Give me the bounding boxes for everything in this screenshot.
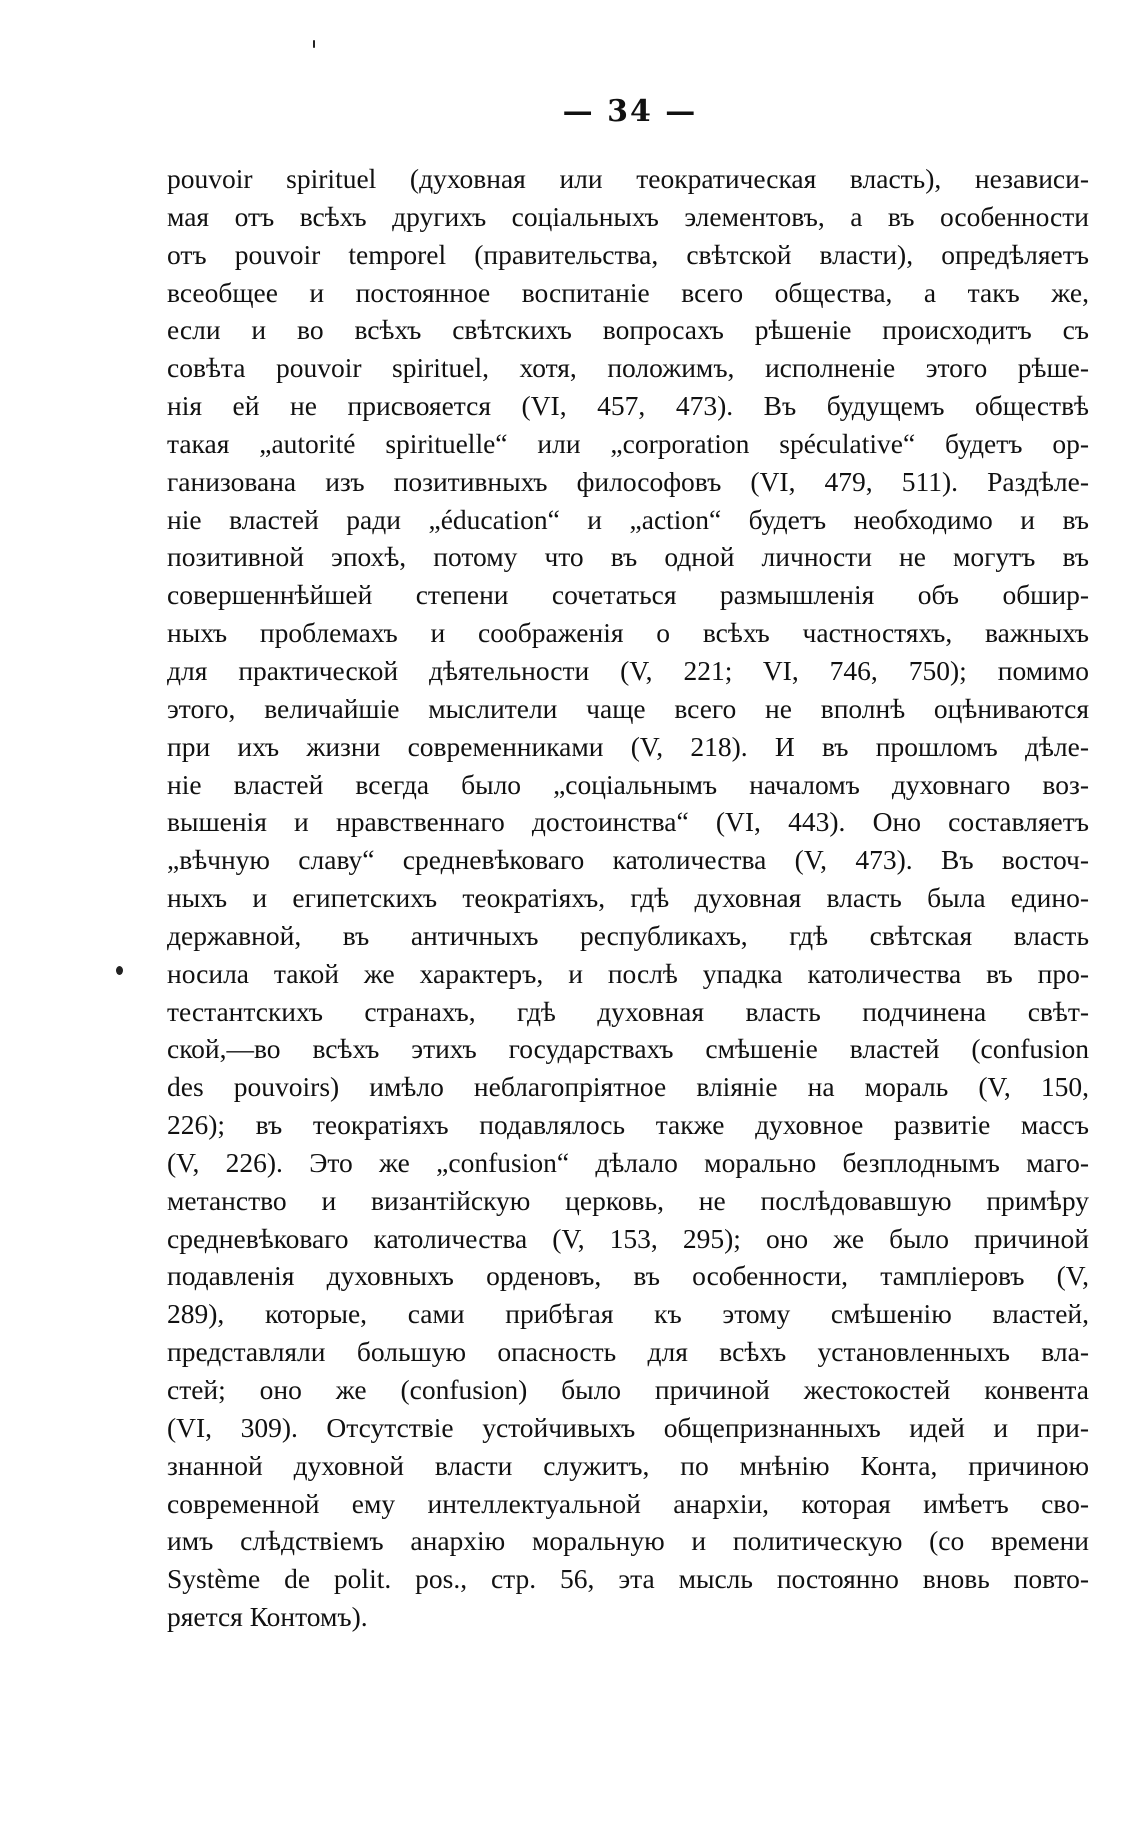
text-line: современной ему интеллектуальной анархіи, которая имѣетъ сво- (167, 1487, 1089, 1519)
text-line: метанство и византійскую церковь, не послѣдовавшую примѣру (167, 1184, 1089, 1216)
page-number: — 34 — (562, 94, 698, 129)
text-line: такая „autorité spirituelle“ или „corporation spéculative“ будетъ ор- (167, 427, 1089, 459)
text-line: средневѣковаго католичества (V, 153, 295); оно же было причиной (167, 1222, 1089, 1254)
text-line: ныхъ проблемахъ и соображенія о всѣхъ частностяхъ, важныхъ (167, 617, 1089, 649)
text-line: совѣта pouvoir spirituel, хотя, положимъ, исполненіе этого рѣше- (167, 352, 1089, 384)
body-text (167, 160, 1089, 1636)
text-line: для практической дѣятельности (V, 221; VI, 746, 750); помимо (167, 654, 1089, 686)
text-line: представляли большую опасность для всѣхъ установленныхъ вла- (167, 1336, 1089, 1368)
text-line: всеобщее и постоянное воспитаніе всего общества, а такъ же, (167, 276, 1089, 308)
text-line: Système de polit. pos., стр. 56, эта мысль постоянно вновь повто- (167, 1563, 1089, 1595)
text-line: ской,—во всѣхъ этихъ государствахъ смѣшеніе властей (confusion (167, 1033, 1089, 1065)
scan-speck (313, 40, 315, 48)
text-line: ганизована изъ позитивныхъ философовъ (VI, 479, 511). Раздѣле- (167, 465, 1089, 497)
text-line: ніе властей всегда было „соціальнымъ началомъ духовнаго воз- (167, 768, 1089, 800)
text-line: pouvoir spirituel (духовная или теократическая власть), независи- (167, 163, 1089, 194)
text-line: вышенія и нравственнаго достоинства“ (VI, 443). Оно составляетъ (167, 806, 1089, 838)
text-line: при ихъ жизни современниками (V, 218). И въ прошломъ дѣле- (167, 730, 1089, 762)
text-line: совершеннѣйшей степени сочетаться размышленія объ обшир- (167, 579, 1089, 611)
text-line: des pouvoirs) имѣло неблагопріятное вліяніе на мораль (V, 150, (167, 1071, 1089, 1103)
text-line: „вѣчную славу“ средневѣковаго католичества (V, 473). Въ восточ- (167, 844, 1089, 876)
text-line: отъ pouvoir temporel (правительства, свѣтской власти), опредѣляетъ (167, 238, 1089, 270)
text-line: если и во всѣхъ свѣтскихъ вопросахъ рѣшеніе происходитъ съ (167, 314, 1089, 346)
text-line: (VI, 309). Отсутствіе устойчивыхъ общепризнанныхъ идей и при- (167, 1411, 1089, 1443)
text-line: тестантскихъ странахъ, гдѣ духовная власть подчинена свѣт- (167, 995, 1089, 1027)
text-line: 289), которые, сами прибѣгая къ этому смѣшенію властей, (167, 1298, 1089, 1330)
text-line: 226); въ теократіяхъ подавлялось также духовное развитіе массъ (167, 1109, 1089, 1141)
scan-speck (116, 966, 123, 975)
text-line: этого, величайшіе мыслители чаще всего не вполнѣ оцѣниваются (167, 692, 1089, 724)
text-line: ніе властей ради „éducation“ и „action“ будетъ необходимо и въ (167, 503, 1089, 535)
text-line: подавленія духовныхъ орденовъ, въ особенности, тампліеровъ (V, (167, 1260, 1089, 1292)
text-line: носила такой же характеръ, и послѣ упадка католичества въ про- (167, 957, 1089, 989)
text-line: (V, 226). Это же „confusion“ дѣлало морально безплоднымъ маго- (167, 1146, 1089, 1178)
text-line-last: ряется Контомъ). (167, 1601, 368, 1633)
text-line: ныхъ и египетскихъ теократіяхъ, гдѣ духовная власть была едино- (167, 882, 1089, 914)
text-line: мая отъ всѣхъ другихъ соціальныхъ элементовъ, а въ особенности (167, 200, 1089, 232)
text-line: нія ей не присвояется (VI, 457, 473). Въ будущемъ обществѣ (167, 390, 1089, 422)
text-line: позитивной эпохѣ, потому что въ одной личности не могутъ въ (167, 541, 1089, 573)
text-line: державной, въ античныхъ республикахъ, гдѣ свѣтская власть (167, 919, 1089, 951)
text-line: имъ слѣдствіемъ анархію моральную и политическую (со времени (167, 1525, 1089, 1557)
text-line: стей; оно же (confusion) было причиной жестокостей конвента (167, 1374, 1089, 1405)
text-line: знанной духовной власти служитъ, по мнѣнію Конта, причиною (167, 1449, 1089, 1481)
